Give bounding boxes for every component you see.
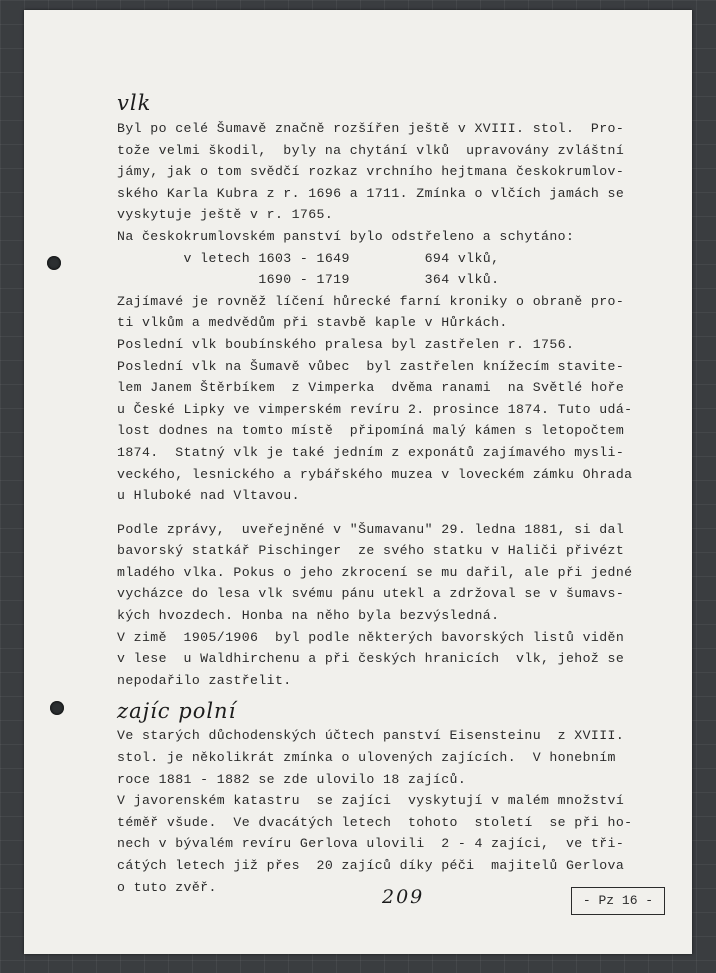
text-line: vycházce do lesa vlk svému pánu utekl a zdržoval se v šumavs- <box>117 586 625 602</box>
text-line: Poslední vlk boubínského pralesa byl zastřelen r. 1756. <box>117 336 575 352</box>
text-line: nepodařilo zastřelit. <box>117 672 292 688</box>
punch-hole <box>47 256 61 270</box>
text-line: v lese u Waldhirchenu a při českých hranicích vlk, jehož se <box>117 651 625 667</box>
text-line: lem Janem Štěrbíkem z Vimperka dvěma ranami na Světlé hoře <box>117 380 625 396</box>
text-line: bavorský statkář Pischinger ze svého statku v Haliči přivézt <box>117 543 625 559</box>
text-line: V javorenském katastru se zajíci vyskytují v malém množství <box>117 793 625 809</box>
text-line: Byl po celé Šumavě značně rozšířen ještě v XVIII. stol. Pro- <box>117 121 625 136</box>
text-line: Podle zprávy, uveřejněné v "Šumavanu" 29. ledna 1881, si dal <box>117 521 625 537</box>
paragraph-zajic-1 <box>117 725 657 898</box>
page-content <box>117 88 657 898</box>
text-line: u Hluboké nad Vltavou. <box>117 488 300 504</box>
text-line: cátých letech již přes 20 zajíců díky péči majitelů Gerlova <box>117 858 625 873</box>
text-line: lost dodnes na tomto místě připomíná malý kámen s letopočtem <box>117 423 625 439</box>
section-title-vlk: vlk <box>117 91 152 115</box>
page-number: 209 <box>382 886 425 908</box>
text-line: jámy, jak o tom svědčí rozkaz vrchního hejtmana českokrumlov- <box>117 164 625 180</box>
punch-hole <box>50 701 64 715</box>
text-line: ti vlkům a medvědům při stavbě kaple v Hůrkách. <box>117 315 508 331</box>
section-title-zajic: zajíc polní <box>117 699 237 724</box>
document-code-box: - Pz 16 - <box>571 887 665 915</box>
text-line: roce 1881 - 1882 se zde ulovilo 18 zajíců. <box>117 771 467 787</box>
text-line: mladého vlka. Pokus o jeho zkrocení se mu dařil, ale při jedné <box>117 564 633 580</box>
paragraph-vlk-1 <box>117 118 657 507</box>
text-line: stol. je několikrát zmínka o ulovených zajících. V honebním <box>117 750 616 766</box>
text-line: Zajímavé je rovněž líčení hůrecké farní kroniky o obraně pro- <box>117 293 625 309</box>
text-line: 1690 - 1719 364 vlků. <box>117 272 500 288</box>
paragraph-vlk-2 <box>117 519 657 692</box>
text-line: veckého, lesnického a rybářského muzea v loveckém zámku Ohrada <box>117 466 633 482</box>
text-line: ského Karla Kubra z r. 1696 a 1711. Zmínka o vlčích jamách se <box>117 185 625 201</box>
text-line: 1874. Statný vlk je také jedním z exponátů zajímavého mysli- <box>117 444 625 460</box>
text-line: kých hvozdech. Honba na něho byla bezvýsledná. <box>117 608 500 624</box>
text-line: v letech 1603 - 1649 694 vlků, <box>117 250 500 266</box>
text-line: vyskytuje ještě v r. 1765. <box>117 207 334 223</box>
text-line: téměř všude. Ve dvacátých letech tohoto století se při ho- <box>117 814 633 830</box>
paragraph-gap <box>117 507 657 519</box>
text-line: o tuto zvěř. <box>117 879 217 895</box>
text-line: Na českokrumlovském panství bylo odstřeleno a schytáno: <box>117 228 575 244</box>
text-line: nech v bývalém revíru Gerlova ulovili 2 - 4 zajíci, ve tři- <box>117 836 625 852</box>
text-line: tože velmi škodil, byly na chytání vlků upravovány zvláštní <box>117 142 625 158</box>
text-line: Poslední vlk na Šumavě vůbec byl zastřelen knížecím stavite- <box>117 358 625 374</box>
text-line: u České Lipky ve vimperském revíru 2. prosince 1874. Tuto udá- <box>117 401 633 417</box>
document-page <box>24 10 692 954</box>
text-line: Ve starých důchodenských účtech panství Eisensteinu z XVIII. <box>117 728 625 744</box>
text-line: V zimě 1905/1906 byl podle některých bavorských listů viděn <box>117 629 625 645</box>
